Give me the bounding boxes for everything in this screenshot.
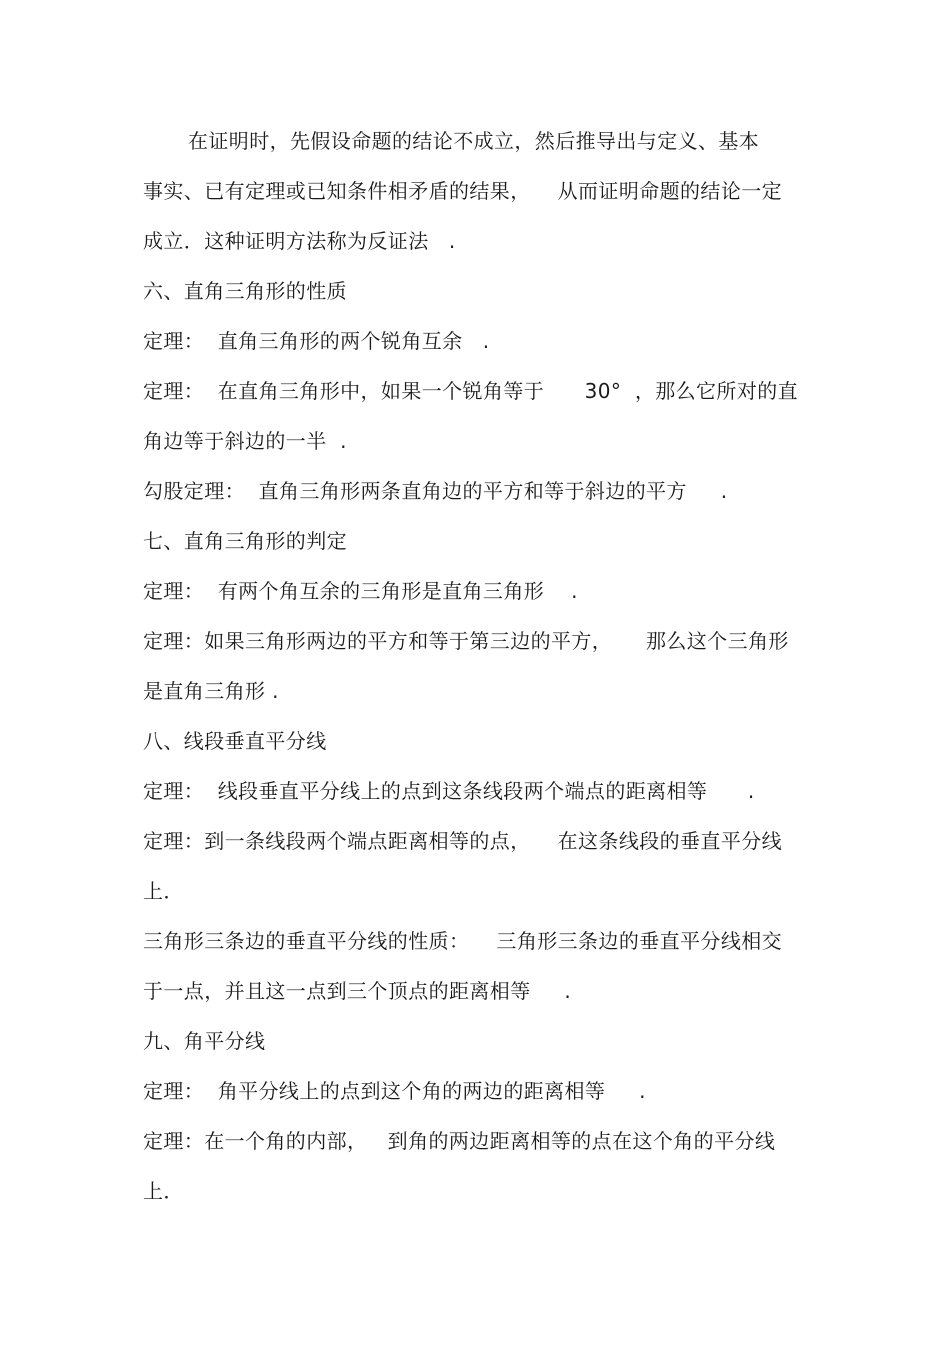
paragraph-line: 在证明时，先假设命题的结论不成立，然后推导出与定义、基本 (188, 129, 760, 153)
theorem-line: 于一点，并且这一点到三个顶点的距离相等 . (143, 979, 572, 1003)
section-heading: 七、直角三角形的判定 (143, 529, 347, 553)
theorem-line: 是直角三角形 . (143, 679, 279, 703)
theorem-line: 勾股定理： 直角三角形两条直角边的平方和等于斜边的平方 . (143, 479, 728, 503)
theorem-line: 定理： 有两个角互余的三角形是直角三角形 . (143, 579, 578, 603)
section-heading: 九、角平分线 (143, 1029, 266, 1053)
theorem-line: 定理：到一条线段两个端点距离相等的点， 在这条线段的垂直平分线 (143, 829, 783, 853)
paragraph-line: 事实、已有定理或已知条件相矛盾的结果， 从而证明命题的结论一定 (143, 179, 783, 203)
paragraph-line: 成立．这种证明方法称为反证法 . (143, 229, 456, 253)
theorem-line: 上． (143, 879, 184, 903)
theorem-line: 上． (143, 1179, 184, 1203)
theorem-line: 三角形三条边的垂直平分线的性质： 三角形三条边的垂直平分线相交 (143, 929, 783, 953)
theorem-line: 定理： 在直角三角形中，如果一个锐角等于 30° ，那么它所对的直 (143, 379, 799, 403)
theorem-line: 角边等于斜边的一半 . (143, 429, 347, 453)
section-heading: 六、直角三角形的性质 (143, 279, 347, 303)
theorem-line: 定理：如果三角形两边的平方和等于第三边的平方， 那么这个三角形 (143, 629, 789, 653)
theorem-line: 定理： 角平分线上的点到这个角的两边的距离相等 . (143, 1079, 646, 1103)
theorem-line: 定理： 直角三角形的两个锐角互余 . (143, 329, 490, 353)
theorem-line: 定理： 线段垂直平分线上的点到这条线段两个端点的距离相等 . (143, 779, 755, 803)
theorem-line: 定理：在一个角的内部， 到角的两边距离相等的点在这个角的平分线 (143, 1129, 776, 1153)
section-heading: 八、线段垂直平分线 (143, 729, 327, 753)
